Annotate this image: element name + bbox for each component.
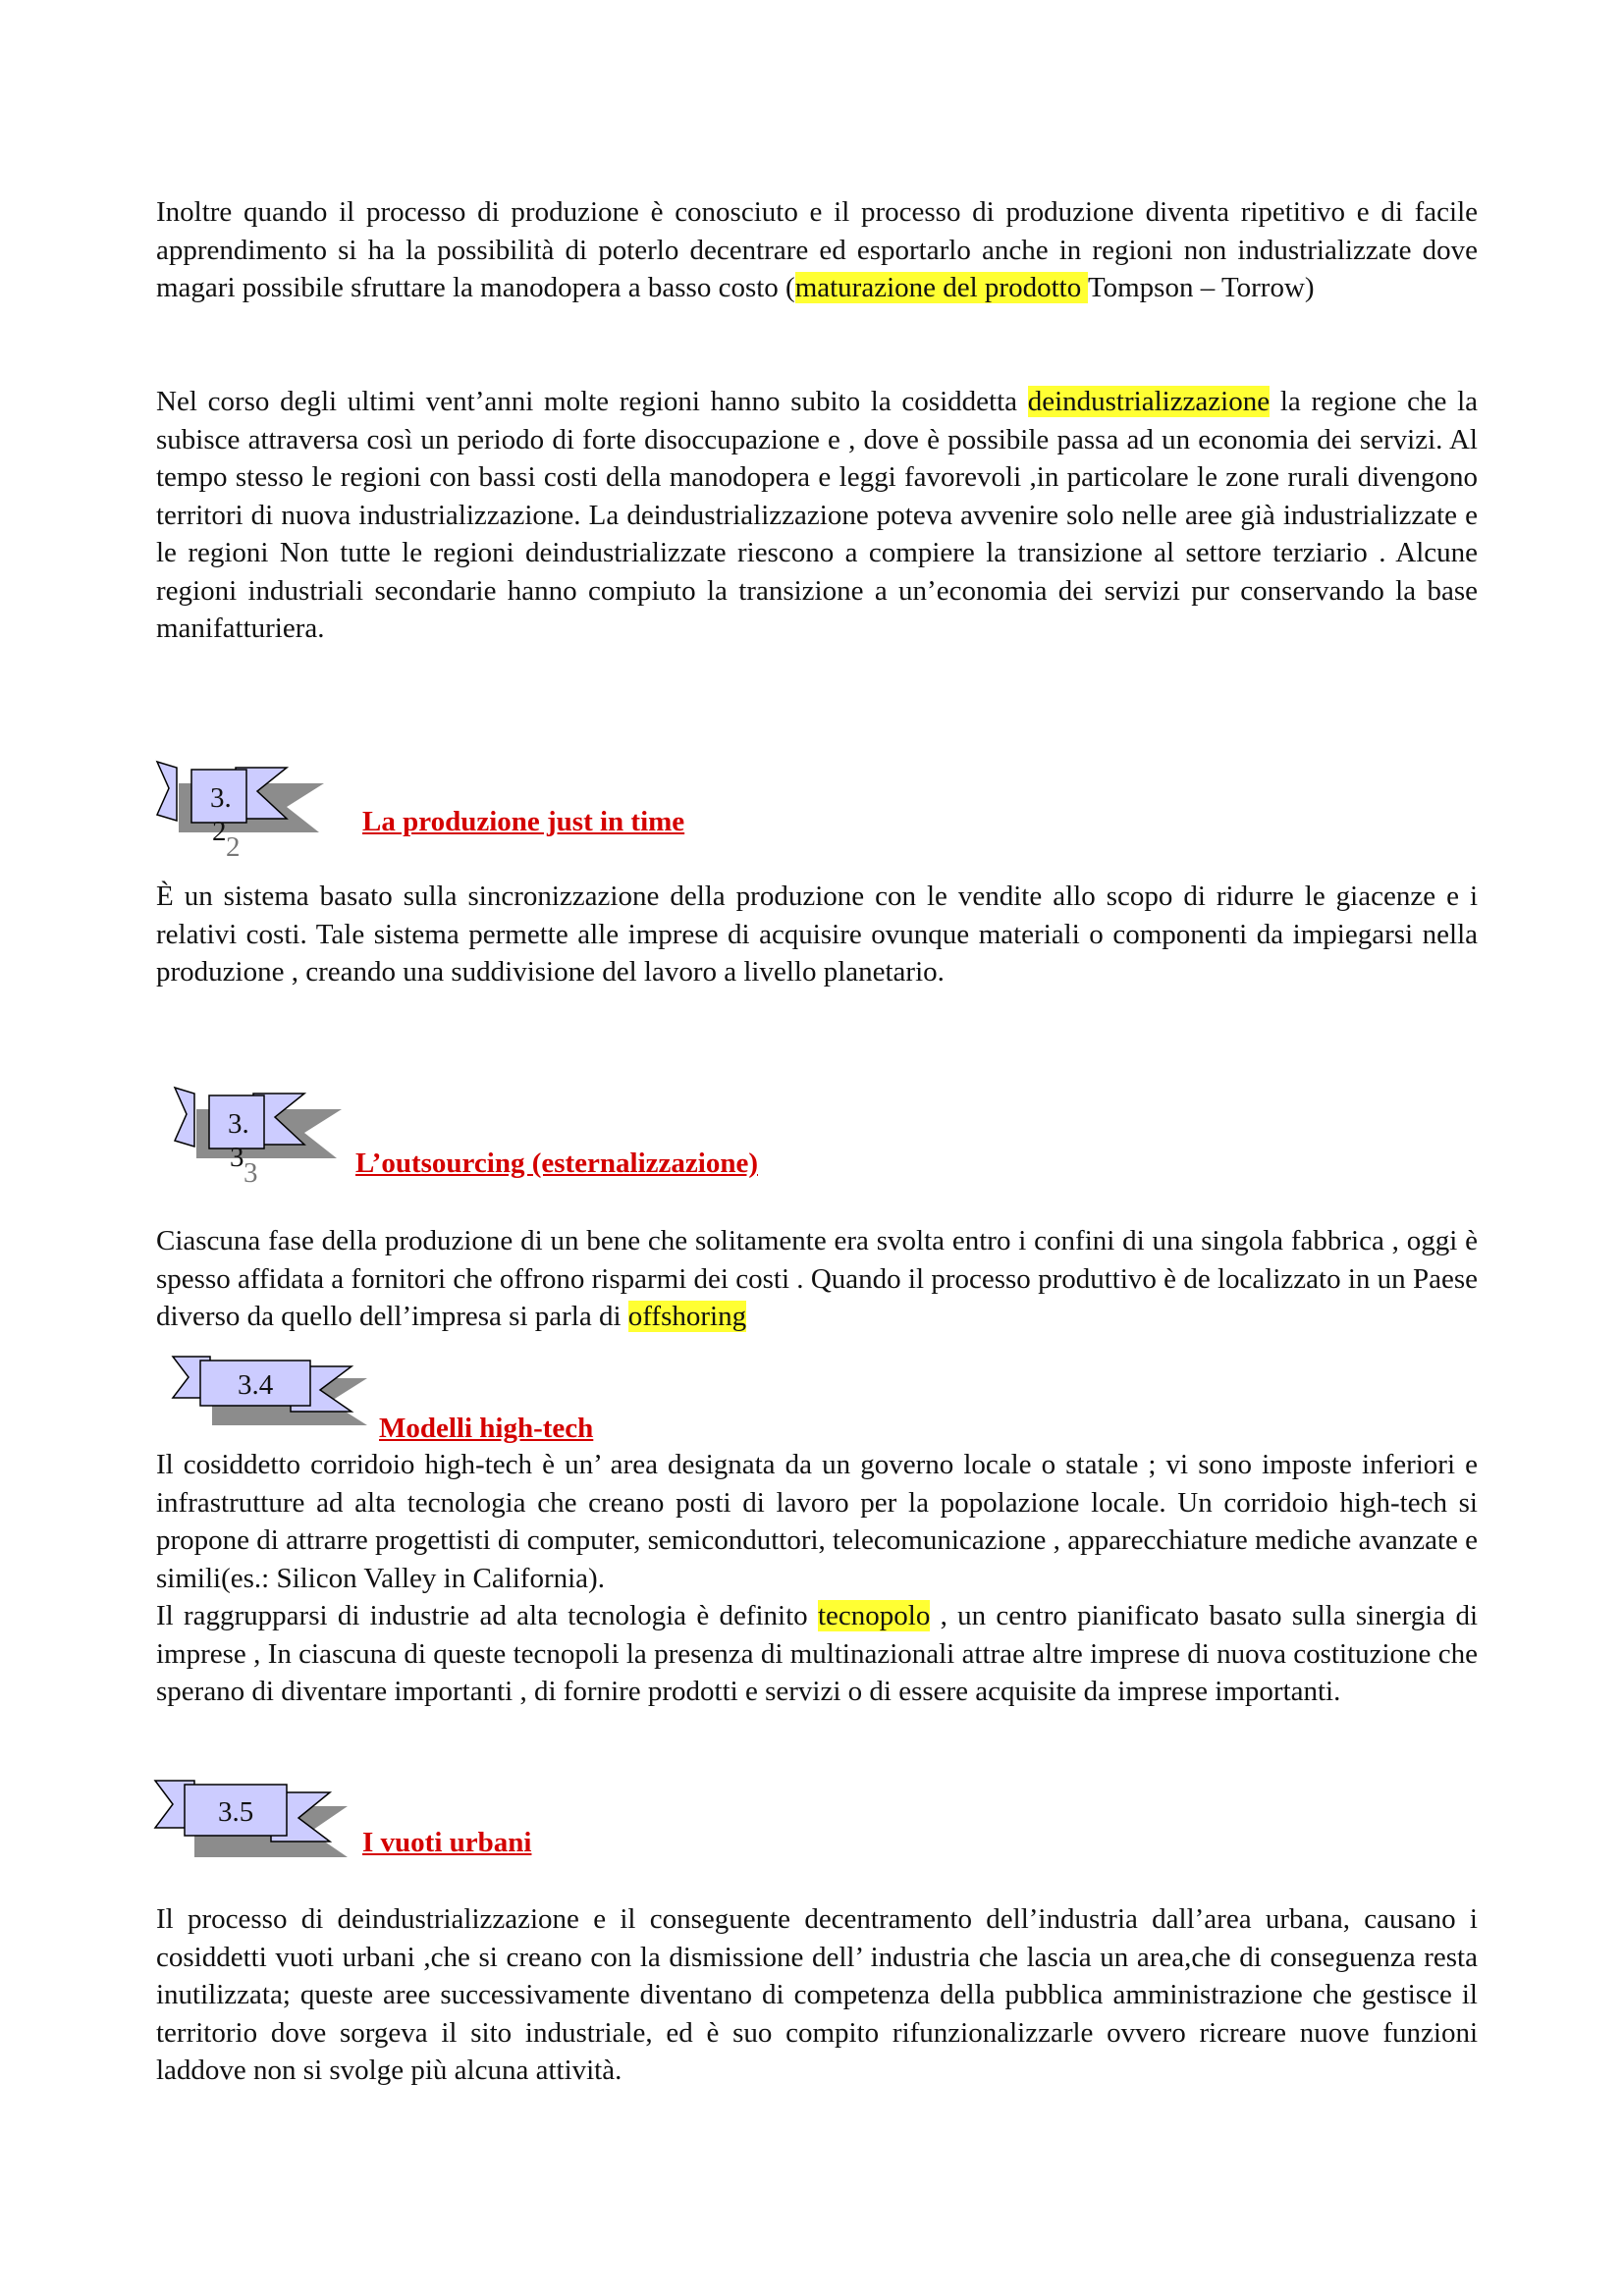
paragraph-text: Nel corso degli ultimi vent’anni molte regioni hanno subito la cosiddetta bbox=[156, 386, 1028, 417]
paragraph-text: , un centro pianificato basato sulla sinergia di imprese , In ciascuna di queste tecnopoli la presenza di multinazionali attrae altre imprese di nuova costituzione che sperano di diventare importanti , di fornire prodotti e servizi o di essere acquisite da imprese importanti. bbox=[156, 1600, 1478, 1707]
paragraph-text: la regione che la subisce attraversa così un periodo di forte disoccupazione e , dove è possibile passa ad un economia dei servizi. Al tempo stesso le regioni con bassi costi della manodopera e leggi favorevoli ,in particolare le zone rurali divengono territori di nuova industrializzazione. La deindustrializzazione poteva avvenire solo nelle aree già industrializzate e le regioni Non tutte le regioni deindustrializzate riescono a compiere la transizione al settore terziario . Alcune regioni industriali secondarie hanno compiuto la transizione a un’economia dei servizi pur conservando la base manifatturiera. bbox=[156, 386, 1478, 644]
ribbon-tail bbox=[157, 762, 177, 821]
section-heading-high-tech: Modelli high-tech bbox=[379, 1413, 594, 1444]
section-number-ribbon bbox=[175, 1088, 352, 1189]
section-heading-outsourcing: L’outsourcing (esternalizzazione) bbox=[355, 1148, 758, 1179]
paragraph-vuoti-urbani: Il processo di deindustrializzazione e il conseguente decentramento dell’industria dall’area urbana, causano i cosiddetti vuoti urbani ,che si creano con la dismissione dell’ industria che lascia un area,che di conseguenza resta inutilizzata; queste aree successivamente diventano di competenza della pubblica amministrazione che gestisce il territorio dove sorgeva il sito industriale, ed è suo compito rifunzionalizzarle ovvero ricreare nuove funzioni laddove non si svolge più alcuna attività. bbox=[156, 1903, 1478, 2086]
paragraph-text: Ciascuna fase della produzione di un bene che solitamente era svolta entro i confini di una singola fabbrica , oggi è spesso affidata a fornitori che offrono risparmi dei costi . Quando il processo produttivo è de localizzato in un Paese diverso da quello dell’impresa si parla di bbox=[156, 1225, 1478, 1332]
section-number-ribbon bbox=[157, 762, 334, 863]
highlighted-term: deindustrializzazione bbox=[1027, 386, 1271, 417]
paragraph-text: Tompson – Torrow) bbox=[1087, 272, 1315, 303]
paragraph-outsourcing bbox=[156, 1222, 1478, 1336]
ribbon-tail bbox=[175, 1088, 194, 1147]
section-heading-vuoti-urbani: I vuoti urbani bbox=[362, 1827, 532, 1858]
highlighted-term: tecnopolo bbox=[817, 1600, 931, 1631]
section-number-ribbon bbox=[155, 1779, 352, 1867]
paragraph-tecnopolo bbox=[156, 1597, 1478, 1711]
highlighted-term: maturazione del prodotto bbox=[794, 272, 1088, 303]
paragraph-just-in-time: È un sistema basato sulla sincronizzazione della produzione con le vendite allo scopo di ridurre le giacenze e i relativi costi. Tale sistema permette alle imprese di acquisire ovunque materiali o componenti da impiegarsi nella produzione , creando una suddivisione del lavoro a livello planetario. bbox=[156, 881, 1478, 988]
section-number-ribbon bbox=[173, 1355, 369, 1433]
section-number: 2 bbox=[212, 816, 227, 847]
paragraph-high-tech: Il cosiddetto corridoio high-tech è un’ area designata da un governo locale o statale ; vi sono imposte inferiori e infrastrutture ad alta tecnologia che creano posti di lavoro per la popolazione locale. Un corridoio high-tech si propone di attrarre progettisti di computer, semiconduttori, telecomunicazione , apparecchiature mediche avanzate e simili(es.: Silicon Valley in California). bbox=[156, 1449, 1478, 1594]
section-number: 3. bbox=[228, 1108, 249, 1140]
section-number: 3 bbox=[230, 1142, 244, 1173]
section-number-ghost: 3 bbox=[243, 1157, 258, 1189]
section-number: 3.4 bbox=[238, 1369, 274, 1401]
section-number: 3.5 bbox=[218, 1796, 254, 1828]
highlighted-term: offshoring bbox=[627, 1301, 747, 1332]
paragraph-maturazione bbox=[156, 193, 1478, 307]
section-heading-just-in-time: La produzione just in time bbox=[362, 806, 685, 837]
section-number: 3. bbox=[210, 782, 232, 814]
paragraph-deindustrializzazione bbox=[156, 383, 1478, 648]
paragraph-text: Inoltre quando il processo di produzione è conosciuto e il processo di produzione diventa ripetitivo e di facile apprendimento si ha la possibilità di poterlo decentrare ed esportarlo anche in regioni non industrializzate dove magari possibile sfruttare la manodopera a basso costo ( bbox=[156, 196, 1478, 303]
section-number-ghost: 2 bbox=[226, 831, 241, 863]
paragraph-text: Il raggrupparsi di industrie ad alta tecnologia è definito bbox=[156, 1600, 818, 1631]
